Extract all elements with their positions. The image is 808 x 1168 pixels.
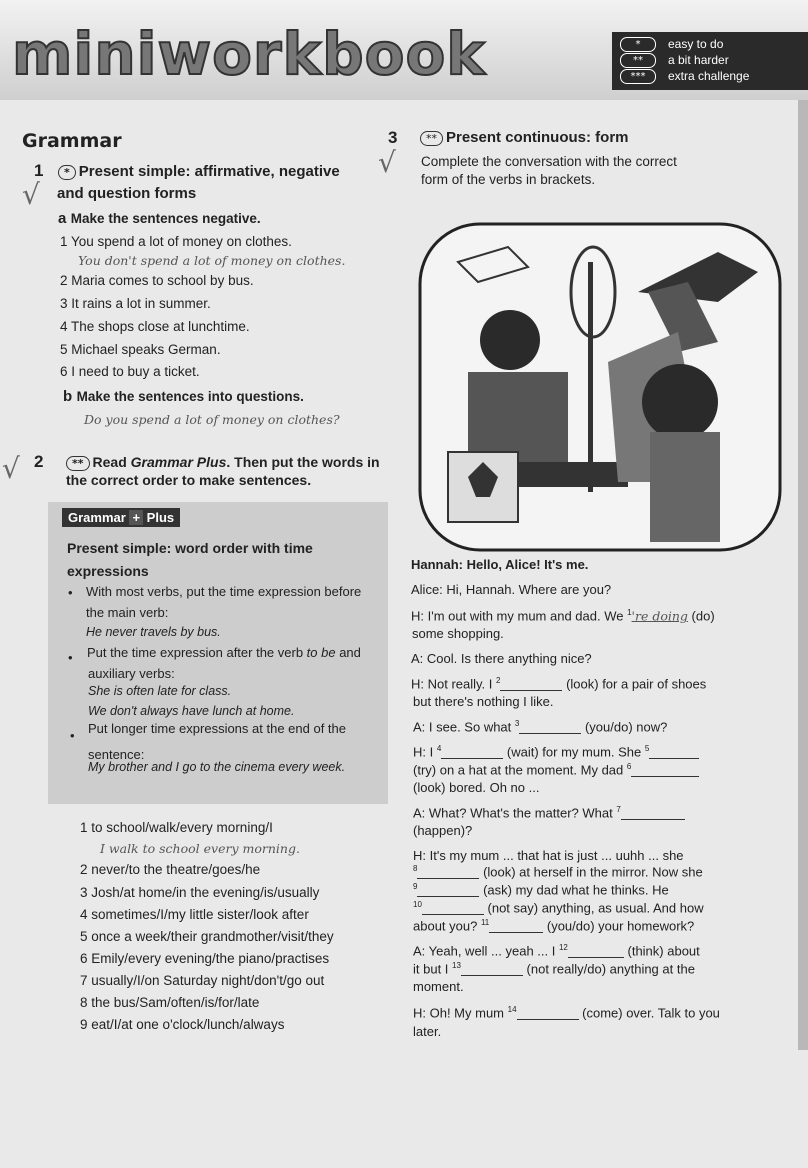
exercise-1a-item: 5 Michael speaks German. (60, 342, 221, 357)
rule-3-text: Put longer time expressions at the end of the (88, 721, 346, 736)
exercise-2-title (66, 452, 380, 472)
exercise-1a-example-answer: You don't spend a lot of money on clothes. (78, 253, 346, 268)
one-star-icon: * (58, 165, 76, 180)
dialogue-line: some shopping. (412, 626, 504, 641)
dialogue-text: A: What? What's the matter? What (413, 805, 617, 821)
exercise-1-number: 1 (34, 161, 44, 180)
dialogue-line (413, 805, 685, 820)
dialogue-line (411, 676, 706, 691)
exercise-1a-item: 1 You spend a lot of money on clothes. (60, 234, 292, 249)
rule-1-example: He never travels by bus. (86, 625, 221, 639)
dialogue-text: it but I (413, 961, 453, 977)
exercise-2-title-text: Read (92, 454, 131, 470)
dialogue-line (413, 762, 699, 777)
dialogue-line: A: Cool. Is there anything nice? (411, 651, 592, 666)
rule-2-text (87, 645, 361, 660)
grammar-plus-label-text: Grammar (68, 510, 126, 525)
exercise-1a-letter: a (58, 210, 67, 227)
gap-number: 7 (616, 805, 621, 814)
rule-3-example: My brother and I go to the cinema every week. (88, 760, 346, 774)
answer-blank[interactable] (568, 946, 624, 958)
dialogue-line (413, 719, 667, 734)
exercise-1b-header (63, 388, 304, 406)
gap-number: 12 (558, 943, 568, 952)
answer-blank[interactable] (441, 747, 503, 759)
exercise-2-title-text: . Then put the words in (226, 454, 380, 470)
answer-blank[interactable] (500, 679, 562, 691)
gap-number: 9 (413, 882, 418, 891)
dialogue-line (413, 864, 703, 879)
dialogue-text: (think) about (623, 943, 700, 959)
dialogue-line (413, 900, 704, 915)
exercise-1a-instruction: Make the sentences negative. (70, 211, 261, 226)
dialogue-text: (wait) for my mum. She (503, 744, 645, 760)
dialogue-text: A: I see. So what (413, 719, 515, 735)
exercise-3-title-text: Present continuous: form (446, 129, 629, 146)
gap-number: 2 (496, 676, 501, 685)
answer-blank[interactable] (422, 903, 484, 915)
exercise-1a-item: 6 I need to buy a ticket. (60, 364, 200, 379)
dialogue-text: (look) for a pair of shoes (562, 676, 707, 692)
answer-blank[interactable] (417, 885, 479, 897)
dialogue-line (413, 744, 699, 759)
dialogue-text: (come) over. Talk to you (578, 1005, 720, 1021)
dialogue-text: H: I (413, 744, 437, 760)
gap-number: 6 (626, 762, 632, 771)
grammar-heading: Grammar (22, 130, 122, 152)
exercise-2-item: 4 sometimes/I/my little sister/look after (80, 907, 309, 922)
legend-label: a bit harder (668, 53, 729, 67)
three-star-icon: *** (620, 69, 656, 84)
dialogue-line: but there's nothing I like. (413, 694, 554, 709)
exercise-2-title-line2: the correct order to make sentences. (66, 472, 312, 488)
dialogue-line: (look) bored. Oh no ... (413, 780, 540, 795)
exercise-1-title-line1: Present simple: affirmative, negative (78, 163, 340, 180)
dialogue-line: later. (413, 1024, 442, 1039)
dialogue-text: H: I'm out with my mum and dad. We (411, 608, 628, 624)
dialogue-line: (happen)? (413, 823, 473, 838)
gap-number: 1 (627, 608, 632, 617)
grammar-plus-heading-line2: expressions (67, 563, 149, 579)
legend-row-harder (620, 52, 729, 68)
rule-2-text-b: to be (306, 645, 336, 660)
bullet-icon: • (70, 728, 75, 743)
plus-icon: + (129, 510, 143, 525)
dialogue-text: (ask) my dad what he thinks. He (479, 882, 669, 898)
exercise-3-title (420, 128, 629, 148)
exercise-2-item: 5 once a week/their grandmother/visit/they (80, 929, 334, 944)
dialogue-text: (you/do) now? (581, 719, 668, 735)
legend-row-challenge (620, 68, 749, 84)
exercise-3-number: 3 (388, 128, 398, 147)
rule-2-text-a: Put the time expression after the verb (87, 645, 307, 660)
dialogue-text: H: Not really. I (411, 676, 497, 692)
answer-blank[interactable] (649, 747, 699, 759)
gap-number: 8 (413, 864, 418, 873)
grammar-plus-reference: Grammar Plus (130, 454, 227, 470)
exercise-1a-item: 4 The shops close at lunchtime. (60, 319, 250, 334)
rule-2-example: We don't always have lunch at home. (88, 704, 295, 718)
rule-2-text-c: and (335, 645, 361, 660)
gap-number: 4 (436, 744, 442, 753)
page-edge (798, 100, 808, 1050)
exercise-2-item: 1 to school/walk/every morning/I (80, 820, 273, 835)
gap-number: 3 (514, 719, 520, 728)
rule-1-text-line2: the main verb: (86, 605, 169, 620)
exercise-1a-item: 3 It rains a lot in summer. (60, 296, 211, 311)
answer-blank[interactable] (417, 867, 479, 879)
two-star-icon: ** (66, 456, 90, 471)
dialogue-line: H: It's my mum ... that hat is just ... uuhh ... she (413, 848, 684, 863)
tick-mark-icon: √ (22, 178, 40, 211)
exercise-1a-item: 2 Maria comes to school by bus. (60, 273, 254, 288)
dialogue-text: (you/do) your homework? (543, 918, 695, 934)
dialogue-line (413, 943, 700, 958)
one-star-icon: * (620, 37, 656, 52)
legend-row-easy (620, 36, 723, 52)
dialogue-text: H: Oh! My mum (413, 1005, 508, 1021)
rule-2-example: She is often late for class. (88, 684, 232, 698)
dialogue-text: A: Yeah, well ... yeah ... I (413, 943, 559, 959)
answer-blank[interactable] (519, 722, 581, 734)
exercise-2-item: 8 the bus/Sam/often/is/for/late (80, 995, 260, 1010)
exercise-2-number: 2 (34, 452, 44, 471)
answer-blank[interactable] (517, 1008, 579, 1020)
dialogue-text: about you? (413, 918, 481, 934)
legend-label: extra challenge (668, 69, 750, 83)
exercise-1b-example-answer: Do you spend a lot of money on clothes? (84, 412, 340, 427)
exercise-2-item: 6 Emily/every evening/the piano/practises (80, 951, 330, 966)
dialogue-text: (look) at herself in the mirror. Now she (479, 864, 703, 880)
exercise-1b-letter: b (63, 388, 73, 405)
dialogue-text: (do) (687, 608, 715, 624)
gap-number: 13 (452, 961, 461, 970)
rule-3-text-line2: sentence: (88, 747, 145, 762)
exercise-1b-instruction: Make the sentences into questions. (76, 389, 304, 404)
dialogue-line (411, 608, 715, 623)
two-star-icon: ** (620, 53, 656, 68)
bullet-icon: • (68, 585, 73, 600)
grammar-plus-label (62, 508, 180, 527)
dialogue-line (413, 882, 669, 897)
gap-number: 5 (644, 744, 650, 753)
answer-blank[interactable] (631, 765, 699, 777)
dialogue-line (413, 918, 694, 933)
gap-number: 11 (480, 918, 490, 927)
grammar-plus-plus-text: Plus (146, 510, 175, 525)
exercise-1-title (58, 162, 340, 182)
tick-mark-icon: √ (378, 146, 396, 179)
answer-blank[interactable] (489, 921, 543, 933)
dialogue-line: Hannah: Hello, Alice! It's me. (411, 557, 589, 572)
answer-blank[interactable] (461, 964, 523, 976)
dialogue-line (413, 961, 695, 976)
hat-shop-illustration (418, 222, 782, 552)
gap-number: 10 (413, 900, 422, 909)
dialogue-text: (not really/do) anything at the (522, 961, 695, 977)
dialogue-line: Alice: Hi, Hannah. Where are you? (411, 582, 612, 597)
mini-workbook-title: miniworkbook (12, 20, 486, 88)
exercise-2-item: 3 Josh/at home/in the evening/is/usually (80, 885, 320, 900)
exercise-1-title-line2: and question forms (57, 185, 197, 202)
rule-1-text: With most verbs, put the time expression before (86, 584, 362, 599)
dialogue-line (413, 1005, 720, 1020)
dialogue-text: (not say) anything, as usual. And how (483, 900, 704, 916)
difficulty-legend (612, 32, 808, 90)
exercise-3-instruction-line2: form of the verbs in brackets. (421, 172, 596, 187)
gap-number: 14 (507, 1005, 517, 1014)
two-star-icon: ** (420, 131, 443, 146)
answer-blank[interactable] (621, 808, 685, 820)
exercise-2-item: 9 eat/I/at one o'clock/lunch/always (80, 1017, 285, 1032)
rule-2-text-line2: auxiliary verbs: (88, 666, 175, 681)
exercise-3-instruction: Complete the conversation with the correct (421, 154, 677, 169)
exercise-2-example-answer: I walk to school every morning. (100, 841, 300, 856)
dialogue-line: moment. (413, 979, 464, 994)
exercise-1a-header (58, 210, 261, 228)
exercise-2-item: 2 never/to the theatre/goes/he (80, 862, 261, 877)
tick-mark-icon: √ (2, 452, 20, 485)
bullet-icon: • (68, 650, 73, 665)
example-gap-answer: 're doing (631, 608, 688, 624)
legend-label: easy to do (668, 37, 724, 51)
exercise-2-item: 7 usually/I/on Saturday night/don't/go out (80, 973, 325, 988)
grammar-plus-heading: Present simple: word order with time (67, 540, 313, 556)
dialogue-text: (try) on a hat at the moment. My dad (413, 762, 627, 778)
